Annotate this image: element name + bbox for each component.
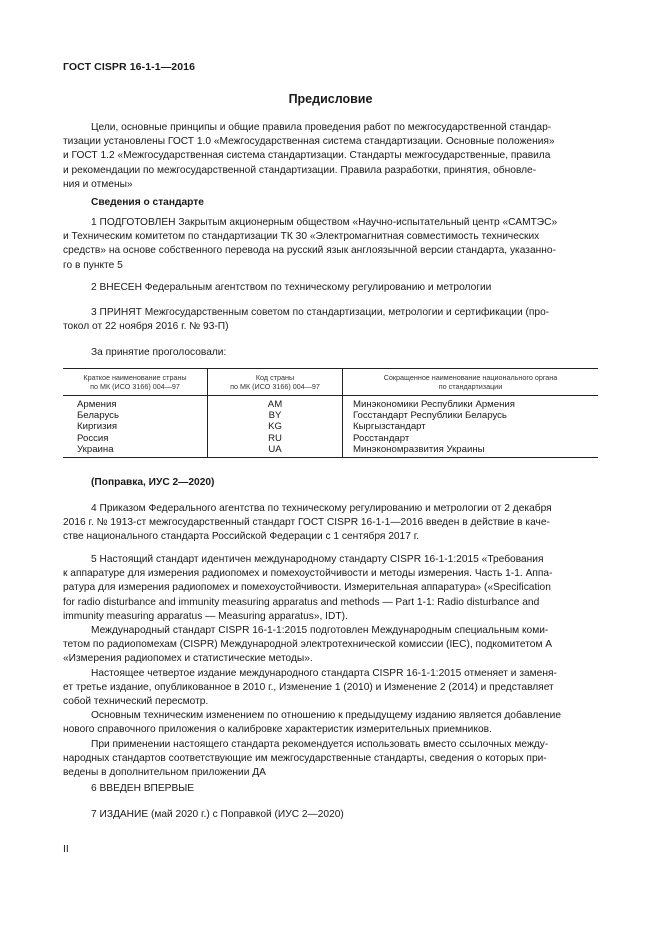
text-line: 2016 г. № 1913-ст межгосударственный стандарт ГОСТ CISPR 16-1-1—2016 введен в действие в каче- [63,517,550,529]
text-line: Основным техническим изменением по отношению к предыдущему изданию является добавление [91,710,561,722]
page-title: Предисловие [288,92,373,106]
text-line: средств» на основе собственного перевода на русский язык англоязычной версии стандарта, указанно- [63,245,556,257]
country-cell: Россия [77,432,109,444]
country-cell: Армения [77,399,117,410]
item-5-paragraph [63,553,598,780]
code-cell: UA [208,444,343,458]
column-header-agency: Сокращенное наименование национального органа по стандартизации [343,369,599,396]
text-line: ет третье издание, опубликованное в 2010 г., Изменение 1 (2010) и Изменение 2 (2014) и представляет [63,681,554,693]
text-line: токол от 22 ноября 2016 г. № 93-П) [63,321,229,333]
item-1-paragraph [63,216,598,273]
item-7-paragraph: 7 ИЗДАНИЕ (май 2020 г.) с Поправкой (ИУС 2—2020) [91,809,344,820]
country-cell: Беларусь [77,410,119,422]
country-cell: Киргизия [77,421,118,433]
agency-cell: Госстандарт Республики Беларусь [343,410,599,421]
text-line: тетом по радиопомехам (CISPR) Международной электротехнической комиссии (IEC), подкомитетом А [63,639,553,651]
agency-cell: Росстандарт [343,433,599,444]
text-line: и ГОСТ 1.2 «Межгосударственная система стандартизации. Стандарты межгосударственные, правила [63,150,551,162]
page-number: II [63,843,69,855]
text-line: Международный стандарт CISPR 16-1-1:2015 подготовлен Международным специальным коми- [91,625,549,637]
text-line: При применении настоящего стандарта рекомендуется использовать вместо ссылочных между- [91,738,549,750]
text-line: ведены в дополнительном приложении ДА [63,767,266,779]
code-cell: RU [208,433,343,444]
table-header-row [63,369,598,396]
voting-table [63,368,598,458]
text-line: тизации установлены ГОСТ 1.0 «Межгосударственная система стандартизации. Основные положения» [63,136,555,148]
code-cell: AM [208,396,343,411]
text-line: и рекомендации по межгосударственной стандартизации. Правила разработки, принятия, обновле- [63,164,537,176]
amendment-note: (Поправка, ИУС 2—2020) [91,477,215,488]
code-cell: KG [208,421,343,432]
text-line: и Техническим комитетом по стандартизации ТК 30 «Электромагнитная совместимость технических [63,231,540,243]
text-line: народных стандартов соответствующие им межгосударственные стандарты, сведения о которых при- [63,752,547,764]
code-cell: BY [208,410,343,421]
intro-paragraph [63,121,598,192]
agency-cell: Минэкономики Республики Армения [343,396,599,411]
table-row [63,444,598,458]
text-line: 4 Приказом Федерального агентства по техническому регулированию и метрологии от 2 декабря [91,503,552,514]
country-cell: Украина [63,444,208,458]
text-line: стве национального стандарта Российской Федерации с 1 сентября 2017 г. [63,531,420,543]
item-4-paragraph [63,502,598,545]
agency-cell: Минэкономразвития Украины [343,444,599,458]
text-line: го в пункте 5 [63,259,123,271]
item-6-paragraph: 6 ВВЕДЕН ВПЕРВЫЕ [91,783,195,794]
text-line: ния и отмены» [63,178,133,190]
text-line: собой технический пересмотр. [63,696,209,708]
column-header-country: Краткое наименование страны по МК (ИСО 3166) 004—97 [63,369,208,396]
text-line: Настоящее четвертое издание международного стандарта CISPR 16-1-1:2015 отменяет и заменя- [91,667,557,679]
document-code: ГОСТ CISPR 16-1-1—2016 [63,61,196,73]
column-header-code: Код страны по МК (ИСО 3166) 004—97 [208,369,343,396]
text-line: 3 ПРИНЯТ Межгосударственным советом по стандартизации, метрологии и сертификации (про- [91,307,550,318]
votes-intro: За принятие проголосовали: [91,347,227,358]
item-3-paragraph [63,306,598,334]
agency-cell: Кыргызстандарт [343,421,599,432]
table-row [63,421,598,432]
text-line: «Измерения радиопомех и статистические методы». [63,653,313,665]
text-line: immunity measuring apparatus — Measuring apparatus», IDT). [63,610,348,622]
table-row [63,410,598,421]
text-line: for radio disturbance and immunity measuring apparatus and methods — Part 1-1: Radio disturbance and [63,596,540,608]
item-2-paragraph: 2 ВНЕСЕН Федеральным агентством по техническому регулированию и метрологии [91,282,492,293]
text-line: ратура для измерения радиопомех и помехоустойчивости. Измерительная аппаратура» («Specification [63,582,551,594]
text-line: к аппаратуре для измерения радиопомех и помехоустойчивости и методы измерения. Часть 1-1. Аппа- [63,568,553,580]
section-heading: Сведения о стандарте [91,197,204,208]
table-row [63,433,598,444]
text-line: нового справочного приложения о калибровке характеристик измерительных приемников. [63,724,492,736]
text-line: Цели, основные принципы и общие правила проведения работ по межгосударственной стандар- [91,122,552,133]
text-line: 5 Настоящий стандарт идентичен международному стандарту CISPR 16-1-1:2015 «Требования [91,554,544,565]
table-row [63,396,598,411]
text-line: 1 ПОДГОТОВЛЕН Закрытым акционерным обществом «Научно-испытательный центр «САМТЭС» [91,217,558,228]
